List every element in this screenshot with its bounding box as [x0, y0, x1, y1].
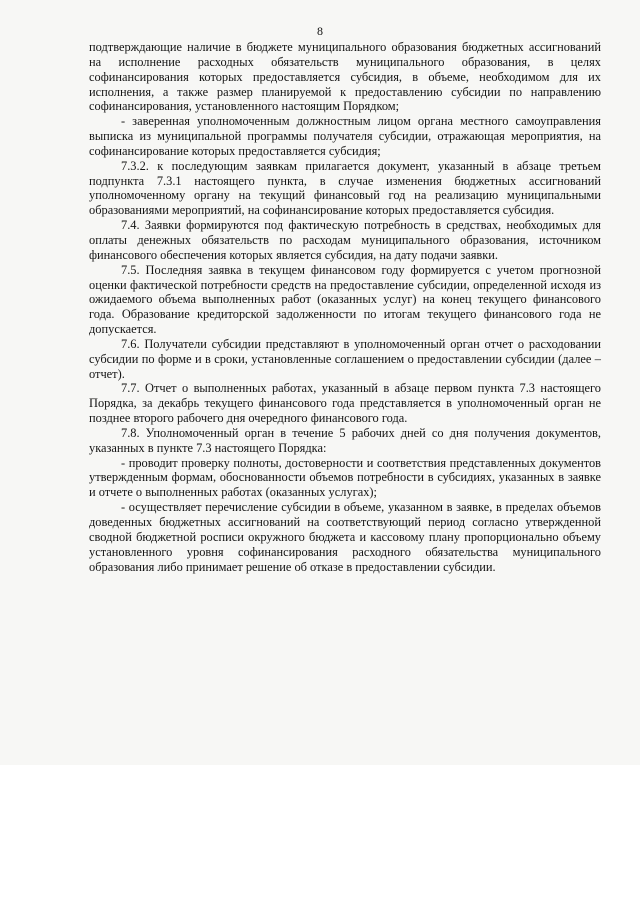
paragraph-continuation: подтверждающие наличие в бюджете муниципального образования бюджетных ассигнований на исполнение расходных обязательств муниципального образования, в целях софинансирования которых предоставляется субсидия, в объеме, необходимом для их исполнения, а также размер планируемой к предоставлению субсидии по направлению софинансирования, установленного настоящим Порядком; — [89, 40, 601, 114]
paragraph-7-5: 7.5. Последняя заявка в текущем финансовом году формируется с учетом прогнозной оценки фактической потребности средств на предоставление субсидии, определенной исходя из ожидаемого объема выполненных работ (оказанных услуг) на конец текущего финансового года. Образование кредиторской задолженности по итогам текущего финансового года не допускается. — [89, 262, 601, 337]
page-number: 8 — [317, 24, 323, 38]
paragraph-7-4: 7.4. Заявки формируются под фактическую потребность в средствах, необходимых для оплаты денежных обязательств по расходам муниципального образования, источником финансового обеспечения которых является субсидия, на дату подачи заявки. — [89, 218, 601, 262]
paragraph-check-item: - проводит проверку полноты, достоверности и соответствия представленных документов утвержденным формам, обоснованности объемов потребности в субсидиях, указанных в заявке и отчете о выполненных работах (оказанных услугах); — [89, 455, 601, 500]
paragraph-7-8: 7.8. Уполномоченный орган в течение 5 рабочих дней со дня получения документов, указанных в пункте 7.3 настоящего Порядка: — [89, 425, 601, 455]
document-body — [89, 40, 601, 574]
paragraph-7-6: 7.6. Получатели субсидии представляют в уполномоченный орган отчет о расходовании субсидии по форме и в сроки, установленные соглашением о предоставлении субсидии (далее – отчет). — [89, 336, 601, 381]
paragraph-extract-item: - заверенная уполномоченным должностным лицом органа местного самоуправления выписка из муниципальной программы получателя субсидии, отражающая мероприятия, на софинансирование которых предоставляется субсидия; — [89, 114, 601, 158]
paragraph-7-3-2: 7.3.2. к последующим заявкам прилагается документ, указанный в абзаце третьем подпункта 7.3.1 настоящего пункта, в случае изменения бюджетных ассигнований уполномоченному органу на текущий финансовый год на реализацию муниципальными образованиями мероприятий, на софинансирование которых предоставляется субсидия. — [89, 158, 601, 218]
paragraph-7-7: 7.7. Отчет о выполненных работах, указанный в абзаце первом пункта 7.3 настоящего Порядка, за декабрь текущего финансового года представляется в уполномоченный орган не позднее второго рабочего дня очередного финансового года. — [89, 381, 601, 426]
paragraph-transfer-item: - осуществляет перечисление субсидии в объеме, указанном в заявке, в пределах объемов доведенных бюджетных ассигнований на соответствующий период согласно утвержденной сводной бюджетной росписи окружного бюджета и кассовому плану пропорционально объему установленного уровня софинансирования расходного обязательства муниципального образования либо принимает решение об отказе в предоставлении субсидии. — [89, 500, 601, 574]
